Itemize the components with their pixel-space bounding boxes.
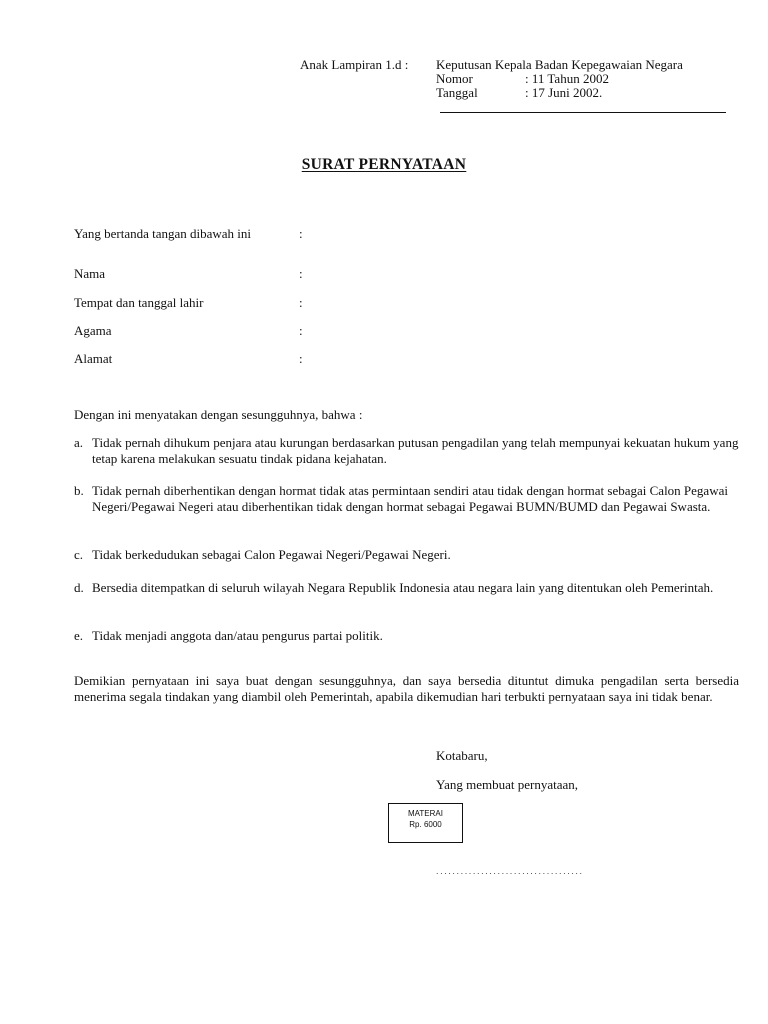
- item-text: Tidak pernah dihukum penjara atau kurungan berdasarkan putusan pengadilan yang telah mempunyai kekuatan hukum yang tetap karena melakukan sesuatu tindak pidana kejahatan.: [92, 435, 739, 466]
- intro-label: Yang bertanda tangan dibawah ini: [74, 226, 252, 241]
- field-colon-birth: :: [299, 295, 303, 310]
- statement-item-d: [74, 580, 739, 596]
- item-marker: e.: [74, 628, 84, 643]
- signature-role: Yang membuat pernyataan,: [436, 777, 579, 792]
- statement-item-c: [74, 547, 739, 563]
- field-colon-name: :: [299, 266, 303, 281]
- intro-colon: :: [299, 226, 303, 241]
- field-label-address: Alamat: [74, 351, 113, 366]
- number-value: : 11 Tahun 2002: [525, 71, 609, 86]
- stamp-box: [388, 803, 463, 843]
- item-text: Tidak pernah diberhentikan dengan hormat tidak atas permintaan sendiri atau tidak dengan hormat sebagai Calon Pegawai Negeri/Pegawai Negeri atau diberhentikan tidak dengan hormat sebagai Pegawai BUMN/BUMD dan Pegawai Swasta.: [92, 483, 728, 514]
- field-label-name: Nama: [74, 266, 106, 281]
- document-title: [0, 157, 768, 173]
- closing-paragraph: Demikian pernyataan ini saya buat dengan sesungguhnya, dan saya bersedia dituntut dimuka pengadilan serta bersedia menerima segala tindakan yang diambil oleh Pemerintah, apabila dikemudian hari terbukti pernyataan saya ini tidak benar.: [74, 673, 739, 704]
- signature-dotted-line: ....................................: [436, 866, 584, 876]
- date-label: Tanggal: [436, 85, 478, 100]
- header-rule: [440, 112, 726, 113]
- item-marker: c.: [74, 547, 84, 562]
- number-label: Nomor: [436, 71, 473, 86]
- statement-item-e: [74, 628, 739, 644]
- date-value: : 17 Juni 2002.: [525, 85, 603, 100]
- item-marker: d.: [74, 580, 84, 595]
- field-colon-religion: :: [299, 323, 303, 338]
- attachment-label: Anak Lampiran 1.d :: [300, 57, 409, 72]
- signature-place: Kotabaru,: [436, 748, 488, 763]
- item-text: Bersedia ditempatkan di seluruh wilayah Negara Republik Indonesia atau negara lain yang ditentukan oleh Pemerintah.: [92, 580, 714, 595]
- field-label-religion: Agama: [74, 323, 112, 338]
- stamp-line-1: MATERAI: [408, 809, 443, 818]
- decision-title: Keputusan Kepala Badan Kepegawaian Negara: [436, 57, 683, 72]
- statement-intro: Dengan ini menyatakan dengan sesungguhnya, bahwa :: [74, 407, 363, 422]
- item-text: Tidak berkedudukan sebagai Calon Pegawai Negeri/Pegawai Negeri.: [92, 547, 451, 562]
- statement-item-b: [74, 483, 739, 515]
- statement-item-a: [74, 435, 739, 467]
- document-title-text: SURAT PERNYATAAN: [301, 156, 467, 173]
- item-marker: a.: [74, 435, 84, 450]
- stamp-line-2: Rp. 6000: [409, 820, 442, 829]
- field-label-birth: Tempat dan tanggal lahir: [74, 295, 204, 310]
- field-colon-address: :: [299, 351, 303, 366]
- item-text: Tidak menjadi anggota dan/atau pengurus partai politik.: [92, 628, 383, 643]
- item-marker: b.: [74, 483, 84, 498]
